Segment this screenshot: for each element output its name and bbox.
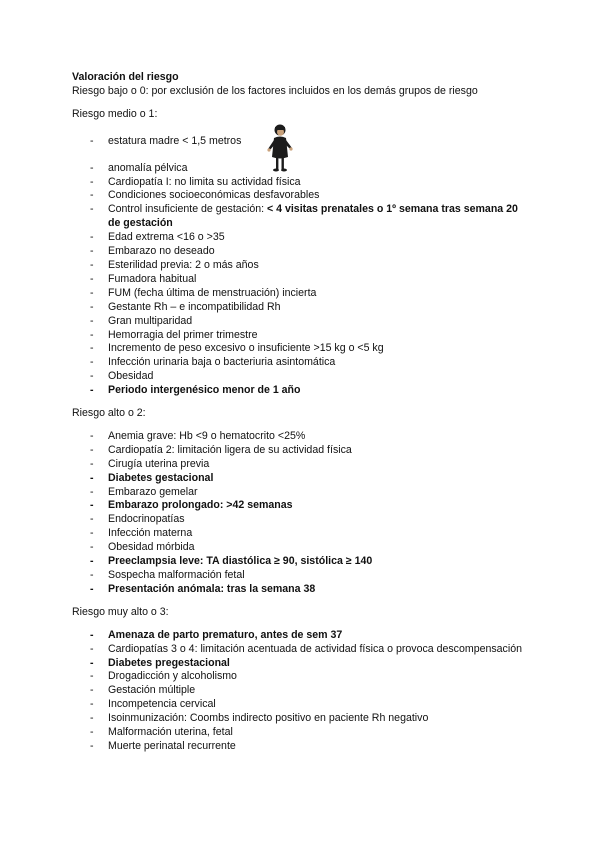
section-alto-label: Riesgo alto o 2: <box>72 407 146 420</box>
list-item: - Amenaza de parto prematuro, antes de sem 37 <box>72 629 532 643</box>
page-title: Valoración del riesgo <box>72 71 179 83</box>
list-item: - Diabetes pregestacional <box>72 657 532 671</box>
list-item: - estatura madre < 1,5 metros <box>72 135 532 149</box>
list-item: - Preeclampsia leve: TA diastólica ≥ 90, sistólica ≥ 140 <box>72 555 532 569</box>
list-item: - Incremento de peso excesivo o insuficiente >15 kg o <5 kg <box>72 342 532 356</box>
list-item: - Incompetencia cervical <box>72 698 532 712</box>
list-item: - Sospecha malformación fetal <box>72 569 532 583</box>
section-muy-alto-label: Riesgo muy alto o 3: <box>72 605 169 618</box>
list-item: - Cirugía uterina previa <box>72 458 532 472</box>
list-item <box>72 203 532 231</box>
list-item: - Endocrinopatías <box>72 513 532 527</box>
list-item: - Embarazo no deseado <box>72 245 532 259</box>
list-item: - Esterilidad previa: 2 o más años <box>72 259 532 273</box>
list-item: - Infección materna <box>72 527 532 541</box>
list-item: - Diabetes gestacional <box>72 472 532 486</box>
list-item: - Hemorragia del primer trimestre <box>72 329 532 343</box>
list-item: - Gran multiparidad <box>72 315 532 329</box>
list-item: - Periodo intergenésico menor de 1 año <box>72 384 532 398</box>
list-item: - Muerte perinatal recurrente <box>72 740 532 754</box>
list-item: - FUM (fecha última de menstruación) incierta <box>72 287 532 301</box>
list-item: - Drogadicción y alcoholismo <box>72 670 532 684</box>
list-item: - Infección urinaria baja o bacteriuria asintomática <box>72 356 532 370</box>
list-item: - Cardiopatía I: no limita su actividad física <box>72 176 532 190</box>
list-item: - Embarazo prolongado: >42 semanas <box>72 499 532 513</box>
list-item: - Condiciones socioeconómicas desfavorables <box>72 189 532 203</box>
list-item: - anomalía pélvica <box>72 162 532 176</box>
document-content <box>72 71 532 754</box>
list-item: - Presentación anómala: tras la semana 38 <box>72 583 532 597</box>
list-item: - Isoinmunización: Coombs indirecto positivo en paciente Rh negativo <box>72 712 532 726</box>
list-item: - Cardiopatía 2: limitación ligera de su actividad física <box>72 444 532 458</box>
short-woman-figure-icon <box>265 123 295 175</box>
list-item: - Obesidad mórbida <box>72 541 532 555</box>
list-item: - Fumadora habitual <box>72 273 532 287</box>
list-item: - Gestación múltiple <box>72 684 532 698</box>
intro-line: Riesgo bajo o 0: por exclusión de los factores incluidos en los demás grupos de riesgo <box>72 84 478 97</box>
list-riesgo-muy-alto <box>72 629 532 754</box>
list-item: - Malformación uterina, fetal <box>72 726 532 740</box>
list-item: - Embarazo gemelar <box>72 486 532 500</box>
list-item: - Cardiopatías 3 o 4: limitación acentuada de actividad física o provoca descompensación <box>72 643 532 657</box>
list-riesgo-medio <box>72 135 532 398</box>
section-medio-label: Riesgo medio o 1: <box>72 107 158 120</box>
item-text: Control insuficiente de gestación: <box>108 203 267 216</box>
list-item: - Gestante Rh – e incompatibilidad Rh <box>72 301 532 315</box>
list-item: - Obesidad <box>72 370 532 384</box>
item-text-bold: < 4 visitas prenatales o 1º semana tras semana 20 de gestación <box>108 203 518 230</box>
list-riesgo-alto <box>72 430 532 597</box>
list-item: - Edad extrema <16 o >35 <box>72 231 532 245</box>
list-item: - Anemia grave: Hb <9 o hematocrito <25% <box>72 430 532 444</box>
